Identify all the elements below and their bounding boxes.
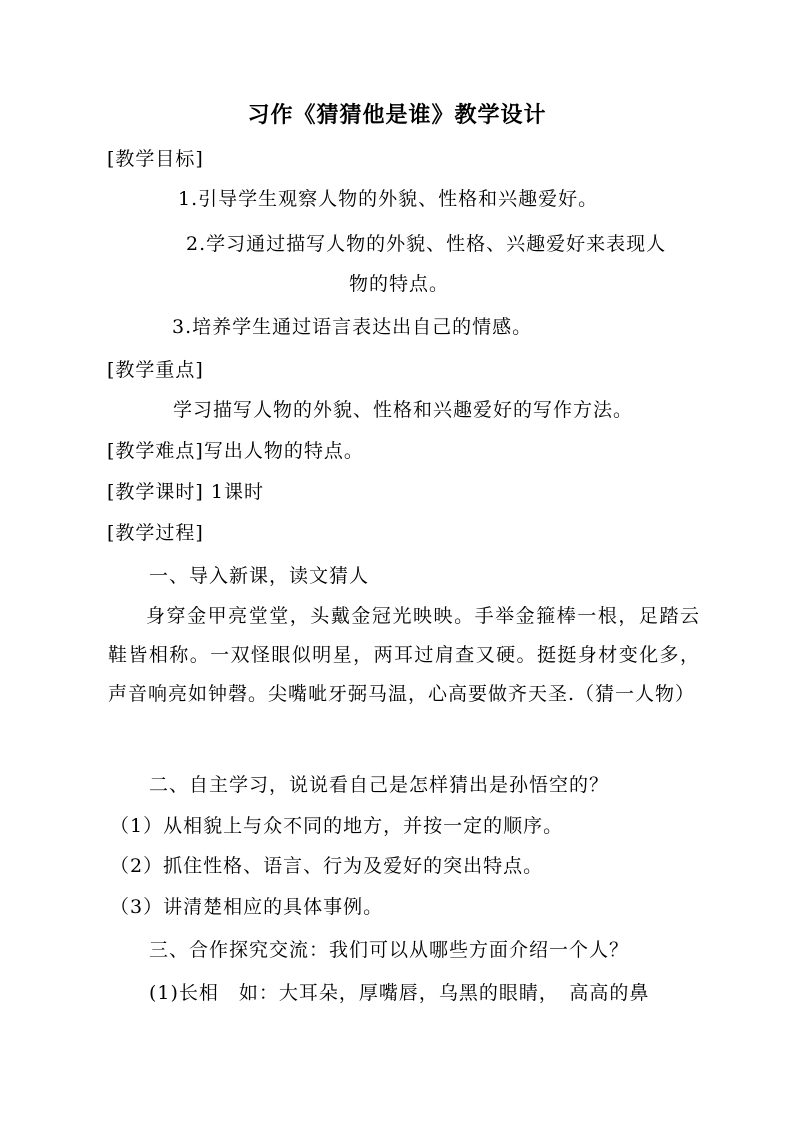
step-2-item-2: （2）抓住性格、语言、行为及爱好的突出特点。 bbox=[110, 855, 544, 877]
step-2-item-3: （3）讲清楚相应的具体事例。 bbox=[110, 896, 384, 918]
objectives-heading: [教学目标] bbox=[107, 148, 204, 170]
aspect-1-line: (1)长相 如：大耳朵，厚嘴唇，乌黑的眼睛， 高高的鼻 bbox=[149, 982, 650, 1004]
process-heading: [教学过程] bbox=[107, 522, 204, 544]
step-1-heading: 一、导入新课，读文猜人 bbox=[149, 565, 370, 587]
riddle-paragraph: 身穿金甲亮堂堂，头戴金冠光映映。手举金箍棒一根，足踏云鞋皆相称。一双怪眼似明星，两耳过肩查又硬。挺挺身材变化多，声音响亮如钟磬。尖嘴呲牙弼马温，心高要做齐天圣.（猜一人物） bbox=[108, 605, 700, 705]
step-2-item-1: （1）从相貌上与众不同的地方，并按一定的顺序。 bbox=[110, 815, 564, 837]
duration-line: [教学课时] 1课时 bbox=[107, 481, 264, 503]
objective-item-2-line-2: 物的特点。 bbox=[349, 273, 450, 295]
key-points-heading: [教学重点] bbox=[107, 359, 204, 381]
difficulty-line: [教学难点]写出人物的特点。 bbox=[107, 440, 364, 462]
key-points-text: 学习描写人物的外貌、性格和兴趣爱好的写作方法。 bbox=[173, 399, 634, 421]
objective-item-1: 1.引导学生观察人物的外貌、性格和兴趣爱好。 bbox=[178, 188, 599, 210]
objective-item-2-line-1: 2.学习通过描写人物的外貌、性格、兴趣爱好来表现人 bbox=[186, 233, 667, 255]
step-3-heading: 三、合作探究交流：我们可以从哪些方面介绍一个人？ bbox=[149, 939, 630, 961]
step-2-heading: 二、自主学习，说说看自己是怎样猜出是孙悟空的？ bbox=[149, 774, 610, 796]
objective-item-3: 3.培养学生通过语言表达出自己的情感。 bbox=[172, 316, 533, 338]
page-title: 习作《猜猜他是谁》教学设计 bbox=[247, 103, 547, 128]
